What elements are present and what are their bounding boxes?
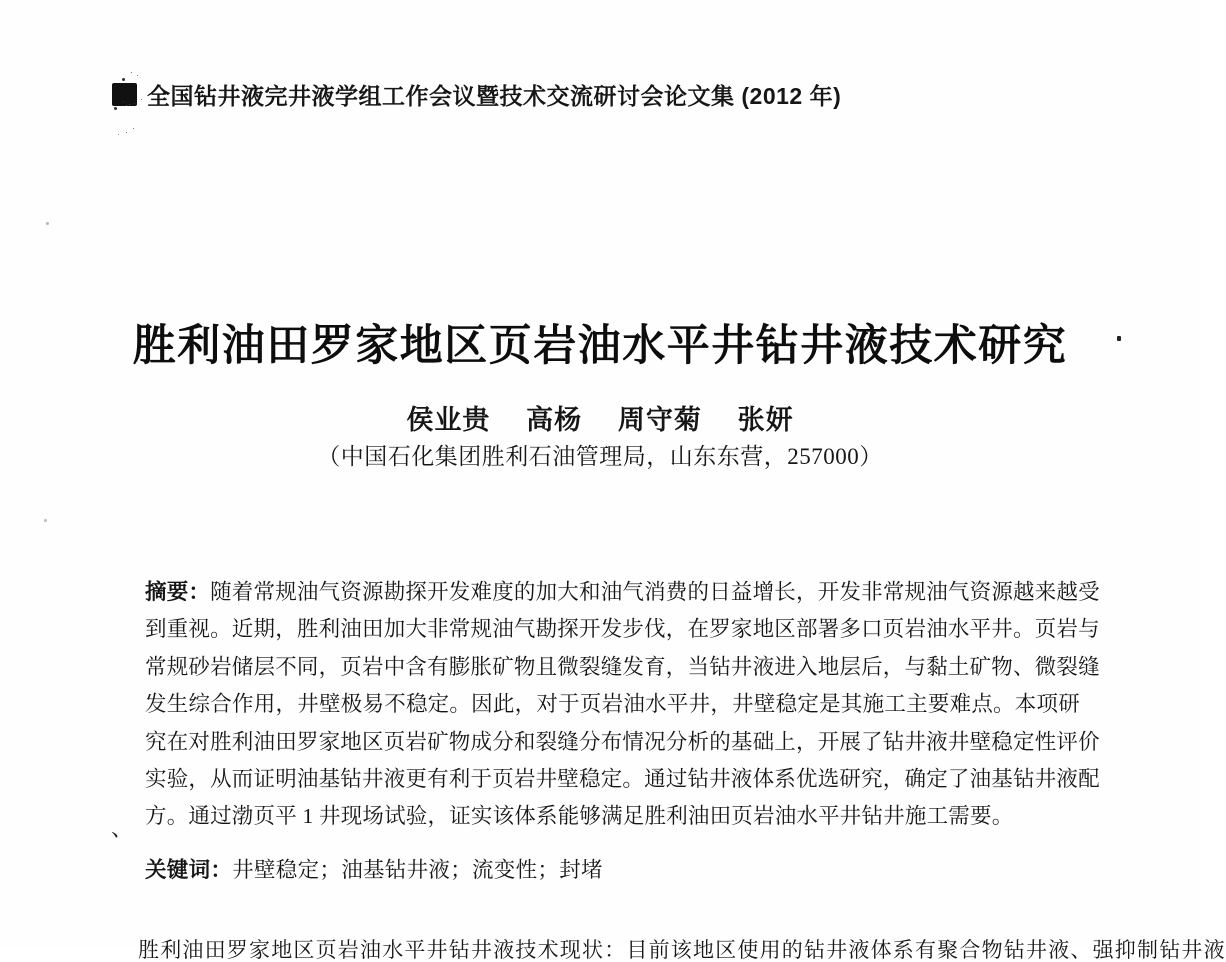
author-name: 高杨 [526,405,583,435]
abstract-label: 摘要： [145,580,211,604]
author-list [0,398,1200,437]
author-name: 周守菊 [617,405,702,435]
scan-speck [46,222,49,225]
abstract-line: 到重视。近期，胜利油田加大非常规油气勘探开发步伐，在罗家地区部署多口页岩油水平井。页岩与 [145,617,1100,642]
abstract-block [145,574,1100,836]
paper-title: 胜利油田罗家地区页岩油水平井钻井液技术研究 [132,323,1068,370]
abstract-line [145,574,1100,611]
scan-speck [44,519,47,522]
proceedings-header [112,78,841,111]
proceedings-title: 全国钻井液完井液学组工作会议暨技术交流研讨会论文集 (2012 年) [147,83,842,109]
keywords-row [145,855,603,885]
keywords-label: 关键词： [145,858,233,882]
affiliation: （中国石化集团胜利石油管理局，山东东营，257000） [317,444,883,469]
stamp-blob-icon [112,83,137,106]
abstract-line: 常规砂岩储层不同，页岩中含有膨胀矿物且微裂缝发育，当钻井液进入地层后，与黏土矿物、微裂缝 [145,654,1100,679]
abstract-line: 方。通过渤页平 1 井现场试验，证实该体系能够满足胜利油田页岩油水平井钻井施工需要。 [145,804,1014,829]
abstract-line: 究在对胜利油田罗家地区页岩矿物成分和裂缝分布情况分析的基础上，开展了钻井液井壁稳定性评价 [145,729,1100,754]
margin-stray-mark: 、 [111,816,134,841]
abstract-line: 发生综合作用，井壁极易不稳定。因此，对于页岩油水平井，井壁稳定是其施工主要难点。本项研 [145,692,1080,717]
scan-speck [1117,336,1121,341]
abstract-line: 实验，从而证明油基钻井液更有利于页岩井壁稳定。通过钻井液体系优选研究，确定了油基钻井液配 [145,766,1100,791]
clipped-bottom-line: 胜利油田罗家地区页岩油水平井钻井液技术现状：目前该地区使用的钻井液体系有聚合物钻井液、强抑制钻井液 [138,938,1226,962]
abstract-text: 随着常规油气资源勘探开发难度的加大和油气消费的日益增长，开发非常规油气资源越来越受 [210,580,1100,604]
author-name: 侯业贵 [406,405,491,435]
keywords-text: 井壁稳定；油基钻井液；流变性；封堵 [232,858,603,882]
author-name: 张妍 [737,405,794,435]
